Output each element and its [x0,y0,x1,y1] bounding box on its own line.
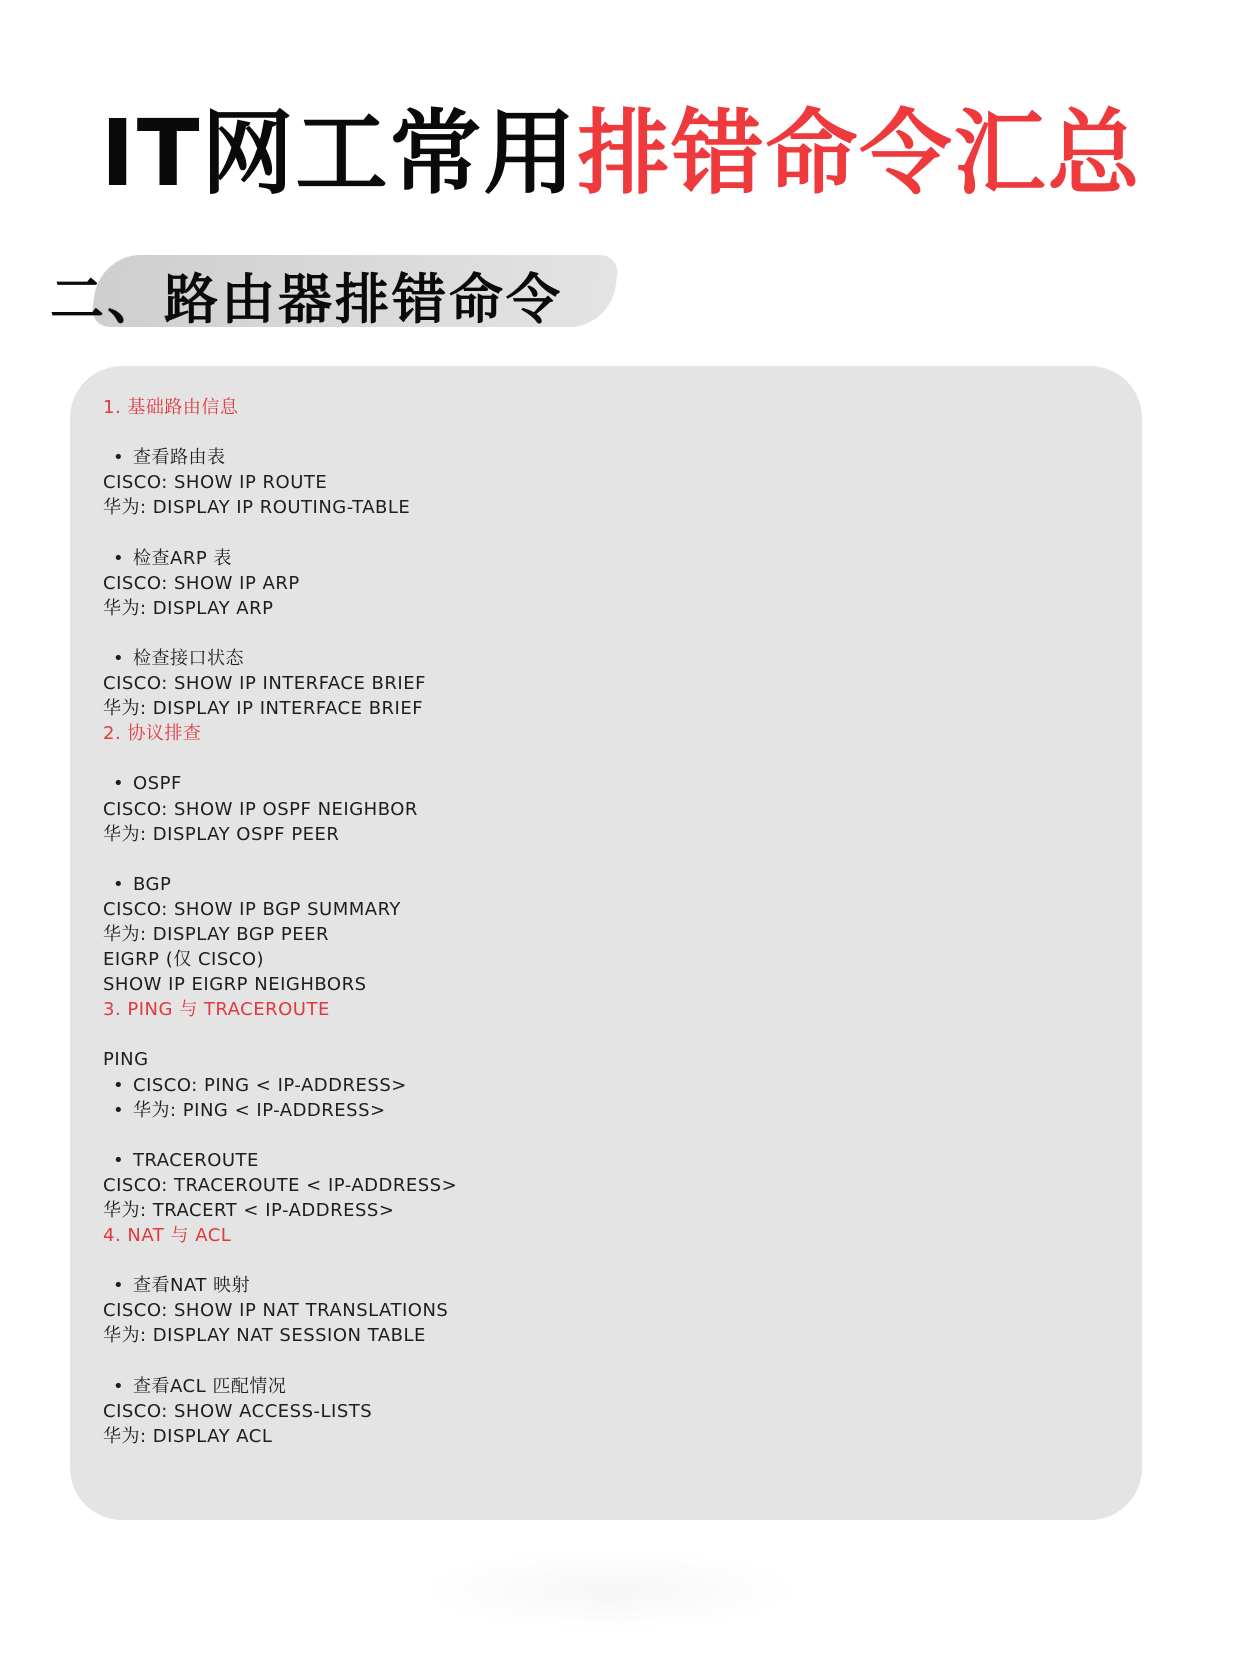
bullet-item: • TRACEROUTE [103,1148,457,1173]
command-line: 华为: TRACERT < IP-ADDRESS> [103,1200,395,1221]
bullet-item: • 检查接口状态 [103,646,457,671]
command-line: 华为: DISPLAY IP INTERFACE BRIEF [103,698,424,720]
bullet-item: • CISCO: PING < IP-ADDRESS> [103,1073,457,1098]
command-line: CISCO: SHOW IP ARP [103,572,300,594]
section-title: 2. 协议排查 [103,723,202,745]
command-line: EIGRP (仅 CISCO) [103,949,265,971]
command-line: 华为: DISPLAY ACL [103,1425,273,1447]
command-line: 华为: DISPLAY NAT SESSION TABLE [103,1325,426,1347]
section-title: 3. PING 与 TRACEROUTE [103,999,330,1021]
bullet-item: • OSPF [103,771,457,796]
command-list [103,395,457,1449]
command-line: 华为: DISPLAY OSPF PEER [103,823,340,845]
spacer [103,420,457,445]
bullet-item: • 查看路由表 [103,445,457,470]
command-line: PING [103,1049,149,1071]
command-line: 华为: DISPLAY IP ROUTING-TABLE [103,497,411,519]
watermark-smudge [420,1550,800,1630]
spacer [103,1123,457,1148]
command-line: CISCO: SHOW IP OSPF NEIGHBOR [103,798,418,820]
command-line: 华为: DISPLAY BGP PEER [103,923,329,945]
bullet-item: • 查看NAT 映射 [103,1273,457,1298]
command-line: CISCO: SHOW IP INTERFACE BRIEF [103,673,426,695]
bullet-item: • 查看ACL 匹配情况 [103,1374,457,1399]
command-line: CISCO: SHOW IP NAT TRANSLATIONS [103,1300,449,1322]
spacer [103,746,457,771]
spacer [103,1349,457,1374]
command-line: CISCO: TRACEROUTE < IP-ADDRESS> [103,1174,458,1196]
spacer [103,520,457,545]
bullet-item: • 华为: PING < IP-ADDRESS> [103,1098,457,1123]
section-heading: 二、路由器排错命令 [50,268,563,331]
page-title [0,100,1242,207]
command-card [70,366,1142,1520]
bullet-item: • 检查ARP 表 [103,546,457,571]
command-line: CISCO: SHOW ACCESS-LISTS [103,1400,373,1422]
section-title: 1. 基础路由信息 [103,397,239,418]
section-title: 4. NAT 与 ACL [103,1225,232,1247]
spacer [103,1248,457,1273]
command-line: SHOW IP EIGRP NEIGHBORS [103,974,367,996]
command-line: 华为: DISPLAY ARP [103,597,274,619]
title-black-part: IT网工常用 [100,100,578,207]
bullet-item: • BGP [103,872,457,897]
spacer [103,621,457,646]
command-line: CISCO: SHOW IP BGP SUMMARY [103,898,401,920]
spacer [103,847,457,872]
title-red-part: 排错命令汇总 [577,100,1142,207]
command-line: CISCO: SHOW IP ROUTE [103,472,328,494]
spacer [103,1022,457,1047]
